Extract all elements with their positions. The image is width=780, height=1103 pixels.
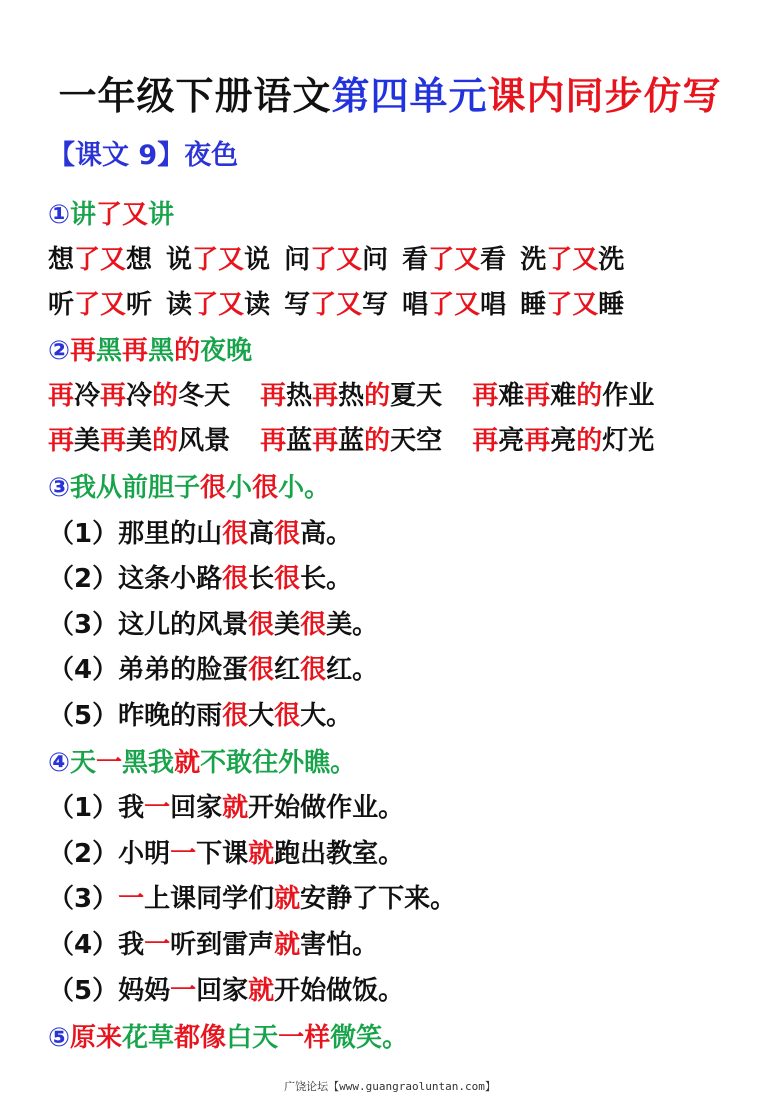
lesson-bracket-open: 【 <box>48 140 75 171</box>
item-part: 上课同学们 <box>144 884 275 914</box>
item-part: 长 <box>248 564 275 594</box>
item-number: （4） <box>48 655 119 685</box>
section4-number: ④ <box>48 748 71 778</box>
phrase-part: 冷 <box>126 381 153 411</box>
phrase <box>48 283 152 327</box>
phrase-part: 的 <box>364 381 391 411</box>
item-part: 开始做饭。 <box>274 976 405 1006</box>
section2-heading-part: 夜晚 <box>200 336 253 366</box>
phrase-part: 了又 <box>546 245 599 275</box>
phrase-part: 了又 <box>192 290 245 320</box>
section5-heading-part: 一样 <box>278 1023 331 1053</box>
item-number: （3） <box>48 884 119 914</box>
item-part: 一 <box>170 839 197 869</box>
title-part-topic: 课内同步仿写 <box>487 73 722 118</box>
phrase-part: 天空 <box>390 426 443 456</box>
section5-heading <box>48 1016 408 1060</box>
phrase <box>284 238 388 282</box>
phrase-part: 了又 <box>74 290 127 320</box>
section4-heading <box>48 741 356 785</box>
section2-heading-part: 再 <box>122 336 149 366</box>
phrase-part: 再 <box>260 381 287 411</box>
item-part: 安静了下来。 <box>300 884 457 914</box>
item-part: 美 <box>274 610 301 640</box>
section2-heading-part: 再 <box>70 336 97 366</box>
phrase-part: 再 <box>260 426 287 456</box>
item-part: 一 <box>170 976 197 1006</box>
section2-heading-part: 黑 <box>96 336 123 366</box>
item-part: 回家 <box>170 793 223 823</box>
item-part: 害怕。 <box>300 930 379 960</box>
phrase <box>48 419 230 463</box>
section4-heading-part: 天 <box>70 748 97 778</box>
phrase-part: 了又 <box>310 245 363 275</box>
section1-heading-part: 了又 <box>96 200 149 230</box>
phrase-part: 听 <box>126 290 153 320</box>
item-number: （5） <box>48 701 119 731</box>
phrase-part: 洗 <box>598 245 625 275</box>
item-number: （1） <box>48 793 119 823</box>
item-part: 这条小路 <box>118 564 223 594</box>
item-number: （2） <box>48 564 119 594</box>
item-part: 我 <box>118 793 145 823</box>
item-part: 很 <box>300 655 327 685</box>
section1-heading-part: 讲 <box>148 200 175 230</box>
section2-number: ② <box>48 336 71 366</box>
item-number: （2） <box>48 839 119 869</box>
phrase-part: 美 <box>74 426 101 456</box>
phrase-part: 了又 <box>310 290 363 320</box>
item-part: 很 <box>222 519 249 549</box>
item-number: （3） <box>48 610 119 640</box>
section2-heading-part: 的 <box>174 336 201 366</box>
item-part: 就 <box>222 793 249 823</box>
section3-heading-part: 我从前胆子 <box>70 473 201 503</box>
phrase-part: 作业 <box>602 381 655 411</box>
phrase <box>472 374 654 418</box>
phrase-part: 唱 <box>480 290 507 320</box>
phrase-part: 的 <box>576 381 603 411</box>
item-part: 很 <box>248 610 275 640</box>
lesson-label: 课文 9 <box>75 140 158 171</box>
phrase <box>472 419 654 463</box>
item-part: 很 <box>274 519 301 549</box>
item-number: （1） <box>48 519 119 549</box>
phrase <box>284 283 388 327</box>
item-part: 下课 <box>196 839 249 869</box>
item-part: 很 <box>300 610 327 640</box>
item-part: 回家 <box>196 976 249 1006</box>
phrase-part: 读 <box>244 290 271 320</box>
phrase-part: 唱 <box>402 290 429 320</box>
item-part: 妈妈 <box>118 976 171 1006</box>
phrase-part: 说 <box>166 245 193 275</box>
phrase-part: 想 <box>126 245 153 275</box>
phrase-part: 洗 <box>520 245 547 275</box>
section5-heading-part: 花草 <box>122 1023 175 1053</box>
phrase-part: 说 <box>244 245 271 275</box>
phrase-part: 的 <box>152 381 179 411</box>
phrase <box>402 283 506 327</box>
item-part: 开始做作业。 <box>248 793 405 823</box>
phrase <box>520 238 624 282</box>
item-part: 很 <box>274 564 301 594</box>
section3-item <box>48 512 352 556</box>
item-part: 就 <box>248 976 275 1006</box>
section4-item <box>48 923 378 967</box>
section5-heading-part: 白天 <box>226 1023 279 1053</box>
item-number: （4） <box>48 930 119 960</box>
phrase-part: 写 <box>362 290 389 320</box>
item-part: 我 <box>118 930 145 960</box>
phrase-part: 的 <box>364 426 391 456</box>
item-part: 就 <box>274 930 301 960</box>
section4-heading-part: 不敢往外瞧。 <box>200 748 357 778</box>
section3-item <box>48 694 352 738</box>
phrase-part: 热 <box>338 381 365 411</box>
phrase-part: 想 <box>48 245 75 275</box>
lesson-name: 夜色 <box>184 140 239 171</box>
item-part: 红。 <box>326 655 379 685</box>
phrase-part: 难 <box>498 381 525 411</box>
section1-number: ① <box>48 200 71 230</box>
item-part: 长。 <box>300 564 353 594</box>
section5-number: ⑤ <box>48 1023 71 1053</box>
item-part: 很 <box>274 701 301 731</box>
item-part: 大 <box>248 701 275 731</box>
item-part: 美。 <box>326 610 379 640</box>
phrase-part: 写 <box>284 290 311 320</box>
phrase <box>260 374 442 418</box>
item-part: 高 <box>248 519 275 549</box>
phrase-part: 再 <box>100 426 127 456</box>
item-part: 昨晚的雨 <box>118 701 223 731</box>
section2-row2 <box>48 419 654 463</box>
section4-heading-part: 就 <box>174 748 201 778</box>
phrase-part: 睡 <box>598 290 625 320</box>
footer-watermark: 广饶论坛【www.guangraoluntan.com】 <box>284 1080 496 1093</box>
section3-heading-part: 小 <box>226 473 253 503</box>
section2-heading <box>48 329 252 373</box>
item-part: 高。 <box>300 519 353 549</box>
section1-row1 <box>48 238 624 282</box>
section2-heading-part: 黑 <box>148 336 175 366</box>
phrase-part: 蓝 <box>286 426 313 456</box>
phrase <box>166 283 270 327</box>
page-title <box>0 68 780 124</box>
phrase-part: 亮 <box>550 426 577 456</box>
phrase-part: 再 <box>472 381 499 411</box>
lesson-bracket-close: 】 <box>157 140 185 171</box>
phrase-part: 了又 <box>428 245 481 275</box>
phrase <box>260 419 442 463</box>
phrase-part: 了又 <box>546 290 599 320</box>
section3-item <box>48 648 378 692</box>
phrase <box>520 283 624 327</box>
phrase-part: 读 <box>166 290 193 320</box>
phrase <box>48 238 152 282</box>
phrase-part: 睡 <box>520 290 547 320</box>
phrase-part: 了又 <box>428 290 481 320</box>
item-part: 一 <box>144 793 171 823</box>
phrase-part: 了又 <box>74 245 127 275</box>
section5-heading-part: 原来 <box>70 1023 123 1053</box>
phrase <box>402 238 506 282</box>
phrase-part: 问 <box>362 245 389 275</box>
item-part: 一 <box>144 930 171 960</box>
item-number: （5） <box>48 976 119 1006</box>
section1-row2 <box>48 283 624 327</box>
item-part: 很 <box>248 655 275 685</box>
phrase-part: 听 <box>48 290 75 320</box>
phrase-part: 再 <box>312 426 339 456</box>
phrase <box>166 238 270 282</box>
section3-heading-part: 很 <box>200 473 227 503</box>
phrase-part: 热 <box>286 381 313 411</box>
item-part: 那里的山 <box>118 519 223 549</box>
section4-item <box>48 832 404 876</box>
title-part-grade: 一年级下册语文 <box>58 73 332 118</box>
phrase-part: 难 <box>550 381 577 411</box>
phrase-part: 了又 <box>192 245 245 275</box>
section3-heading-part: 很 <box>252 473 279 503</box>
item-part: 小明 <box>118 839 171 869</box>
phrase-part: 再 <box>472 426 499 456</box>
item-part: 就 <box>274 884 301 914</box>
phrase-part: 再 <box>524 381 551 411</box>
section3-number: ③ <box>48 473 71 503</box>
phrase-part: 问 <box>284 245 311 275</box>
section2-row1 <box>48 374 654 418</box>
phrase-part: 美 <box>126 426 153 456</box>
phrase-part: 看 <box>480 245 507 275</box>
section4-item <box>48 969 404 1013</box>
item-part: 很 <box>222 564 249 594</box>
section4-item <box>48 877 456 921</box>
phrase-part: 蓝 <box>338 426 365 456</box>
section4-heading-part: 一 <box>96 748 123 778</box>
phrase-part: 的 <box>576 426 603 456</box>
section3-heading <box>48 466 330 510</box>
item-part: 红 <box>274 655 301 685</box>
section5-heading-part: 都像 <box>174 1023 227 1053</box>
section1-heading <box>48 193 174 237</box>
section3-item <box>48 557 352 601</box>
phrase-part: 灯光 <box>602 426 655 456</box>
section1-heading-part: 讲 <box>70 200 97 230</box>
phrase-part: 亮 <box>498 426 525 456</box>
lesson-heading <box>48 134 238 178</box>
item-part: 弟弟的脸蛋 <box>118 655 249 685</box>
phrase-part: 夏天 <box>390 381 443 411</box>
phrase-part: 看 <box>402 245 429 275</box>
section4-item <box>48 786 404 830</box>
section3-item <box>48 603 378 647</box>
item-part: 很 <box>222 701 249 731</box>
phrase-part: 再 <box>48 381 75 411</box>
phrase-part: 再 <box>524 426 551 456</box>
section3-heading-part: 小。 <box>278 473 331 503</box>
item-part: 就 <box>248 839 275 869</box>
phrase-part: 再 <box>100 381 127 411</box>
item-part: 跑出教室。 <box>274 839 405 869</box>
item-part: 一 <box>118 884 145 914</box>
title-part-unit: 第四单元 <box>331 73 488 118</box>
phrase-part: 再 <box>312 381 339 411</box>
item-part: 大。 <box>300 701 353 731</box>
item-part: 这儿的风景 <box>118 610 249 640</box>
item-part: 听到雷声 <box>170 930 275 960</box>
phrase-part: 冷 <box>74 381 101 411</box>
section5-heading-part: 微笑。 <box>330 1023 409 1053</box>
phrase-part: 再 <box>48 426 75 456</box>
phrase-part: 冬天 <box>178 381 231 411</box>
phrase <box>48 374 230 418</box>
section4-heading-part: 黑我 <box>122 748 175 778</box>
phrase-part: 的 <box>152 426 179 456</box>
phrase-part: 风景 <box>178 426 231 456</box>
